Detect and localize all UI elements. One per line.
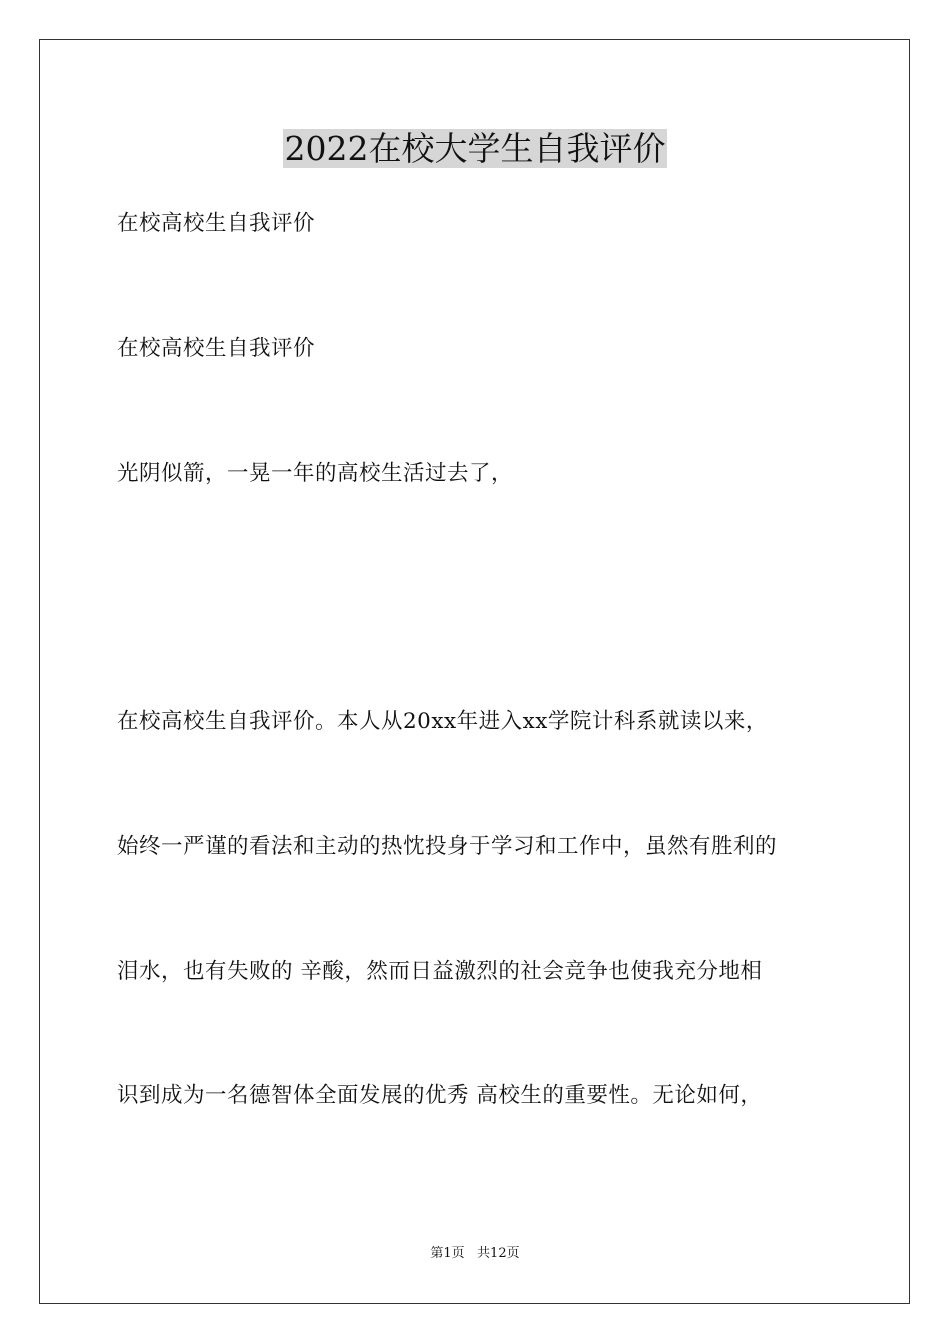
- paragraph-line: 光阴似箭，一晃一年的高校生活过去了，: [117, 461, 514, 486]
- paragraph-line: 在校高校生自我评价。本人从20xx年进入xx学院计科系就读以来，: [117, 709, 768, 734]
- paragraph-line: 在校高校生自我评价: [117, 336, 316, 361]
- paragraph-line: 泪水，也有失败的 辛酸，然而日益激烈的社会竞争也使我充分地相: [117, 959, 763, 984]
- document-title: [0, 126, 950, 172]
- paragraph-line: 始终一严谨的看法和主动的热忱投身于学习和工作中，虽然有胜利的: [117, 834, 778, 859]
- paragraph-line: 识到成为一名德智体全面发展的优秀 高校生的重要性。无论如何，: [117, 1083, 763, 1108]
- document-title-text: 2022在校大学生自我评价: [284, 129, 666, 168]
- paragraph-line: 在校高校生自我评价: [117, 211, 316, 236]
- page-number-footer: 第1页 共12页: [430, 1246, 520, 1261]
